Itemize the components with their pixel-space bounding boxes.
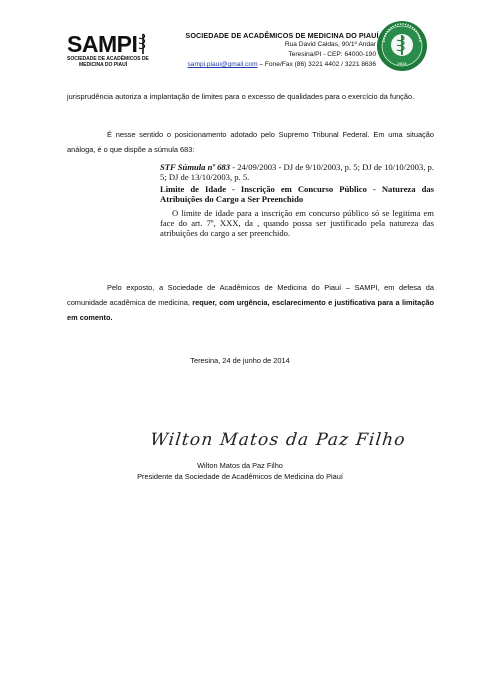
signature-script: Wilton Matos da Paz Filho (149, 430, 407, 450)
sumula-heading: STF Súmula nº 683 (160, 162, 231, 172)
sumula-title: Limite de Idade - Inscrição em Concurso Público - Natureza das Atribuições do Cargo a Ser Preenchido (160, 184, 434, 204)
contact-line (187, 60, 376, 69)
address-line-1: Rua David Caldas, 90/1º Andar (284, 41, 376, 48)
paragraph-2: É nesse sentido o posicionamento adotado pelo Supremo Tribunal Federal. Em uma situação análoga, é o que dispõe a súmula 683: (67, 130, 434, 154)
paragraph-3-request: requer, com urgência, esclarecimento e justificativa para a limitação em comento. (67, 298, 434, 322)
organization-title: SOCIEDADE DE ACADÊMICOS DE MEDICINA DO PIAUÍ (185, 31, 379, 40)
logo-caduceus-icon (138, 33, 148, 55)
signatory-name: Wilton Matos da Paz Filho (197, 461, 283, 470)
logo-wordmark: SAMPI (67, 31, 138, 57)
signature-scrawl (149, 424, 407, 452)
paragraph-1: jurisprudência autoriza a implantação de limites para o excesso de qualidades para o exercício da função. (67, 92, 415, 101)
address-line-2: Teresina/PI - CEP: 64000-190 (288, 51, 376, 58)
sumula-dates: - 24/09/2003 - DJ de 9/10/2003, p. 5; DJ de 10/10/2003, p. 5; DJ de 13/10/2003, p. 5. (160, 162, 434, 182)
sampi-seal (376, 20, 428, 72)
email-link[interactable]: sampi.piaui@gmail.com (187, 61, 258, 68)
signatory-role: Presidente da Sociedade de Acadêmicos de Medicina do Piauí (137, 472, 343, 481)
paragraph-3 (67, 280, 434, 325)
sumula-citation (160, 162, 434, 182)
handwritten-signature (149, 424, 407, 452)
sumula-text: O limite de idade para a inscrição em concurso público só se legitima em face do art. 7º, XXX, da , quando possa ser justificado pela natureza das atribuições do cargo a ser preenchido. (160, 208, 434, 238)
logo-subtitle-1: SOCIEDADE DE ACADÊMICOS DE (67, 56, 149, 62)
phone-numbers: – Fone/Fax (86) 3221 4402 / 3221 8636 (257, 61, 376, 68)
date-line: Teresina, 24 de junho de 2014 (190, 356, 290, 365)
seal-year: 2013 (397, 61, 407, 66)
logo-subtitle-2: MEDICINA DO PIAUÍ (79, 62, 128, 68)
sampi-logo (67, 33, 159, 79)
paragraph-3-text: Pelo exposto, a Sociedade de Acadêmicos de Medicina do Piauí – SAMPI, em defesa da comunidade acadêmica de medicina, (67, 283, 434, 307)
